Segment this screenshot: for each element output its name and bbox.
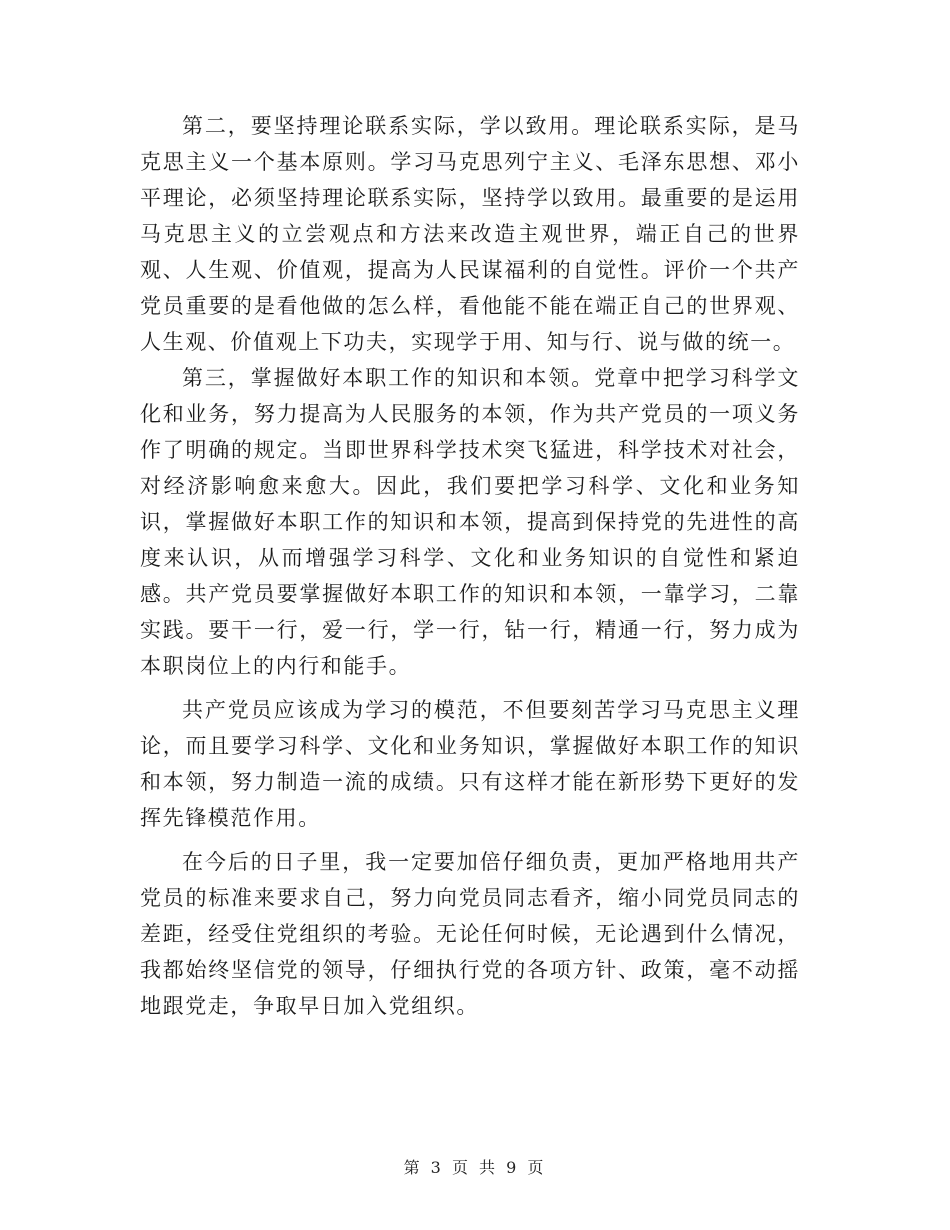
paragraph-role-model: 共产党员应该成为学习的模范，不但要刻苦学习马克思主义理论，而且要学习科学、文化和业务知识，掌握做好本职工作的知识和本领，努力制造一流的成绩。只有这样才能在新形势下更好的发挥先锋模范作用。: [140, 698, 800, 830]
paragraph-spacer: [140, 836, 800, 844]
document-body: [140, 108, 800, 1024]
page-footer: [0, 1155, 950, 1178]
page-number-label: 第 3 页 共 9 页: [403, 1158, 547, 1177]
paragraph-second-point: 第二，要坚持理论联系实际，学以致用。理论联系实际，是马克思主义一个基本原则。学习马克思列宁主义、毛泽东思想、邓小平理论，必须坚持理论联系实际，坚持学以致用。最重要的是运用马克思主义的立尝观点和方法来改造主观世界，端正自己的世界观、人生观、价值观，提高为人民谋福利的自觉性。评价一个共产党员重要的是看他做的怎么样，看他能不能在端正自己的世界观、人生观、价值观上下功夫，实现学于用、知与行、说与做的统一。: [140, 114, 800, 354]
paragraph-spacer: [140, 684, 800, 692]
paragraph-commitment: 在今后的日子里，我一定要加倍仔细负责，更加严格地用共产党员的标准来要求自己，努力向党员同志看齐，缩小同党员同志的差距，经受住党组织的考验。无论任何时候，无论遇到什么情况，我都始终坚信党的领导，仔细执行党的各项方针、政策，毫不动摇地跟党走，争取早日加入党组织。: [140, 850, 800, 1018]
paragraph-third-point: 第三，掌握做好本职工作的知识和本领。党章中把学习科学文化和业务，努力提高为人民服务的本领，作为共产党员的一项义务作了明确的规定。当即世界科学技术突飞猛进，科学技术对社会，对经济影响愈来愈大。因此，我们要把学习科学、文化和业务知识，掌握做好本职工作的知识和本领，提高到保持党的先进性的高度来认识，从而增强学习科学、文化和业务知识的自觉性和紧迫感。共产党员要掌握做好本职工作的知识和本领，一靠学习，二靠实践。要干一行，爱一行，学一行，钻一行，精通一行，努力成为本职岗位上的内行和能手。: [140, 366, 800, 678]
